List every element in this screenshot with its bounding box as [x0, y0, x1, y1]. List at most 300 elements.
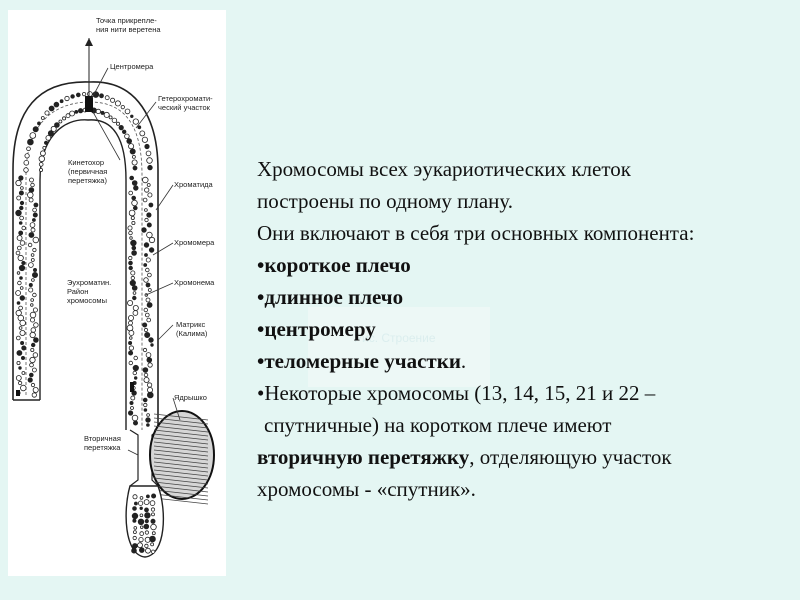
chromomere-bead: [125, 109, 130, 114]
chromomere-bead: [133, 305, 138, 310]
chromomere-bead: [144, 377, 149, 382]
bullet-long-arm: •длинное плечо: [257, 285, 404, 309]
chromomere-bead: [134, 186, 139, 191]
chromomere-bead: [18, 281, 22, 285]
chromomere-bead: [38, 122, 41, 125]
chromomere-beads: [16, 92, 155, 427]
chromomere-bead: [20, 330, 25, 335]
text-line-3: Они включают в себя три основных компонента:: [257, 221, 695, 245]
chromomere-bead: [145, 519, 148, 522]
chromomere-bead: [132, 286, 137, 291]
chromomere-bead: [145, 508, 149, 512]
chromomere-bead: [21, 341, 24, 344]
chromomere-bead: [142, 228, 147, 233]
chromomere-bead: [132, 196, 136, 200]
chromomere-bead: [33, 308, 37, 312]
chromomere-bead: [129, 341, 132, 344]
chromomere-bead: [19, 367, 22, 370]
label-secondary-constriction: Вторичная перетяжка: [84, 434, 121, 452]
chromomere-bead: [18, 381, 21, 384]
chromomere-bead: [34, 203, 38, 207]
chromomere-bead: [20, 216, 24, 220]
chromomere-bead: [147, 158, 153, 164]
chromomere-bead: [30, 318, 34, 322]
chromomere-bead: [144, 328, 147, 331]
label-centromere: Центромера: [110, 62, 154, 71]
chromomere-bead: [31, 228, 35, 232]
chromomere-bead: [17, 272, 20, 275]
chromomere-bead: [16, 180, 21, 185]
chromomere-bead: [147, 392, 153, 398]
chromomere-bead: [131, 115, 134, 118]
chromomere-bead: [115, 101, 120, 106]
chromomere-bead: [129, 361, 133, 365]
chromomere-bead: [16, 210, 22, 216]
chromomere-bead: [29, 198, 33, 202]
label-nucleolus: Ядрышко: [174, 393, 207, 402]
chromomere-bead: [101, 111, 104, 114]
chromomere-bead: [31, 183, 35, 187]
chromomere-bead: [129, 231, 133, 235]
chromomere-bead: [143, 398, 147, 402]
text-line-10-rest: , отделяющую участок: [469, 445, 672, 469]
chromomere-bead: [132, 155, 135, 158]
chromomere-bead: [148, 165, 153, 170]
chromomere-bead: [146, 298, 150, 302]
chromomere-bead: [29, 288, 33, 292]
text-line-8: •Некоторые хромосомы (13, 14, 15, 21 и 22 –: [257, 381, 656, 405]
chromomere-bead: [143, 323, 147, 327]
chromomere-bead: [128, 226, 132, 230]
chromomere-bead: [33, 248, 36, 251]
chromomere-bead: [147, 223, 151, 227]
chromomere-bead: [19, 191, 23, 195]
chromomere-bead: [30, 133, 36, 139]
chromomere-bead: [133, 544, 138, 549]
text-line-2: построены по одному плану.: [257, 189, 514, 213]
chromomere-bead: [31, 254, 34, 257]
chromosome-figure: [8, 10, 226, 576]
chromomere-bead: [144, 243, 149, 248]
chromomere-bead: [144, 500, 149, 505]
chromomere-bead: [32, 279, 35, 282]
chromomere-bead: [76, 93, 80, 97]
chromomere-bead: [121, 105, 124, 108]
faded-caption: Рис. Строение: [354, 331, 436, 345]
chromomere-bead: [78, 109, 82, 113]
chromomere-bead: [130, 237, 133, 240]
chromomere-bead: [146, 353, 151, 358]
bullet-short-arm: •короткое плечо: [257, 253, 411, 277]
chromomere-bead: [144, 308, 148, 312]
chromomere-bead: [55, 123, 60, 128]
chromomere-bead: [16, 291, 21, 296]
chromomere-bead: [132, 415, 138, 421]
chromomere-bead: [132, 246, 136, 250]
chromomere-bead: [60, 100, 63, 103]
chromomere-bead: [152, 532, 155, 535]
chromomere-bead: [133, 311, 138, 316]
chromomere-bead: [132, 200, 138, 206]
chromomere-bead: [146, 151, 151, 156]
chromomere-bead: [22, 226, 26, 230]
chromomere-bead: [21, 385, 27, 391]
chromomere-bead: [145, 144, 149, 148]
chromomere-bead: [19, 231, 23, 235]
chromomere-bead: [143, 348, 146, 351]
chromomere-bead: [149, 237, 154, 242]
chromomere-bead: [142, 137, 147, 142]
chromomere-bead: [140, 507, 143, 510]
label-chromonema: Хромонема: [174, 278, 215, 287]
chromomere-bead: [29, 233, 34, 238]
chromomere-bead: [116, 122, 119, 125]
chromomere-bead: [20, 277, 23, 280]
chromomere-bead: [31, 299, 34, 302]
chromomere-bead: [128, 315, 133, 320]
chromomere-bead: [151, 508, 154, 511]
chromomere-bead: [146, 418, 151, 423]
chromomere-bead: [151, 524, 157, 530]
chromomere-bead: [133, 495, 137, 499]
chromomere-bead: [32, 219, 35, 222]
chromomere-bead: [46, 136, 51, 141]
chromomere-bead: [17, 351, 22, 356]
chromomere-bead: [151, 543, 154, 546]
chromomere-bead: [145, 513, 151, 519]
chromomere-bead: [20, 287, 23, 290]
chromomere-bead: [145, 544, 148, 547]
chromomere-bead: [140, 497, 143, 500]
chromomere-bead: [31, 343, 35, 347]
chromomere-bead: [20, 320, 26, 326]
leader-lines: [92, 68, 180, 455]
chromomere-bead: [132, 221, 135, 224]
arm-mark-right: [130, 382, 134, 392]
chromomere-bead: [143, 198, 147, 202]
chromomere-bead: [39, 163, 43, 167]
chromomere-bead: [71, 95, 75, 99]
chromomere-bead: [34, 338, 39, 343]
chromomere-bead: [146, 495, 149, 498]
chromomere-bead: [134, 377, 137, 380]
chromomere-bead: [131, 216, 134, 219]
chromomere-bead: [59, 120, 62, 123]
chromomere-bead: [39, 156, 45, 162]
chromomere-bead: [143, 177, 149, 183]
chromomere-bead: [17, 236, 22, 241]
chromomere-bead: [133, 292, 136, 295]
chromomere-bead: [32, 272, 37, 277]
chromomere-bead: [146, 548, 151, 553]
label-heterochromatic-region: Гетерохромати- ческий участок: [158, 94, 213, 112]
chromomere-bead: [149, 203, 153, 207]
chromomere-bead: [147, 424, 150, 427]
chromomere-bead: [96, 109, 100, 113]
chromomere-bead: [32, 393, 36, 397]
chromomere-bead: [145, 531, 148, 534]
chromomere-bead: [112, 118, 117, 123]
chromomere-bead: [147, 318, 151, 322]
nucleolus-shape: [150, 411, 214, 499]
chromomere-bead: [33, 353, 38, 358]
chromomere-bead: [128, 411, 132, 415]
chromomere-bead: [129, 321, 133, 325]
chromomere-bead: [148, 193, 152, 197]
spindle-arrow: [85, 38, 93, 46]
chromomere-bead: [151, 344, 154, 347]
bullet-centromere: •центромеру: [257, 317, 376, 341]
chromomere-bead: [28, 139, 34, 145]
chromomere-bead: [54, 102, 59, 107]
chromomere-bead: [39, 168, 42, 171]
chromomere-bead: [129, 191, 133, 195]
chromomere-bead: [130, 176, 134, 180]
bullet-telomeres-tail: .: [460, 349, 467, 373]
chromomere-bead: [131, 240, 137, 246]
secondary-constriction-term: вторичную перетяжку: [257, 445, 470, 469]
chromomere-bead: [44, 141, 47, 144]
chromomere-bead: [27, 147, 31, 151]
chromomere-bead: [109, 116, 112, 119]
chromomere-bead: [147, 232, 153, 238]
text-line-1: Хромосомы всех эукариотических клеток: [257, 157, 631, 181]
chromomere-bead: [129, 346, 133, 350]
chromomere-bead: [146, 258, 150, 262]
centromere-mark: [85, 96, 93, 112]
chromomere-bead: [140, 526, 143, 529]
chromomere-bead: [146, 283, 150, 287]
chromomere-bead: [22, 261, 25, 264]
label-chromatid: Хроматида: [174, 180, 213, 189]
chromomere-bead: [18, 255, 23, 260]
chromomere-bead: [131, 407, 134, 410]
chromomere-bead: [29, 283, 32, 286]
chromomere-bead: [144, 403, 147, 406]
chromomere-bead: [149, 338, 154, 343]
chromomere-bead: [133, 296, 137, 300]
chromomere-bead: [145, 209, 148, 212]
chromomere-bead: [147, 383, 151, 387]
chromomere-bead: [146, 268, 150, 272]
chromomere-bead: [127, 139, 132, 144]
chromomere-bead: [33, 268, 36, 271]
chromomere-bead: [139, 548, 144, 553]
chromomere-bead: [75, 110, 78, 113]
chromomere-bead: [17, 246, 21, 250]
chromomere-bead: [31, 348, 34, 351]
chromomere-bead: [32, 368, 36, 372]
chromomere-bead: [145, 313, 149, 317]
chromomere-bead: [145, 188, 149, 192]
chromomere-bead: [24, 168, 29, 173]
chromomere-bead: [31, 259, 34, 262]
chromomere-bead: [144, 373, 148, 377]
chromomere-bead: [105, 96, 109, 100]
chromomere-bead: [20, 241, 25, 246]
chromomere-bead: [125, 134, 130, 139]
chromomere-bead: [31, 328, 36, 333]
chromomere-bead: [144, 409, 147, 412]
chromomere-bead: [138, 519, 144, 525]
chromomere-bead: [148, 289, 151, 292]
chromomere-bead: [82, 92, 85, 95]
chromomere-bead: [151, 550, 154, 553]
chromomere-bead: [131, 271, 135, 275]
chromomere-bead: [152, 494, 156, 498]
chromomere-bead: [19, 306, 23, 310]
label-euchromatin: Эухроматин. Район хромосомы: [67, 278, 112, 305]
chromomere-bead: [133, 365, 138, 370]
chromomere-bead: [150, 536, 156, 542]
chromomere-bead: [140, 514, 143, 517]
arm-mark-left: [16, 390, 20, 396]
chromomere-bead: [22, 372, 25, 375]
chromomere-bead: [138, 543, 143, 548]
chromomere-bead: [119, 125, 123, 129]
chromomere-bead: [19, 265, 24, 270]
chromomere-bead: [149, 248, 154, 253]
chromomere-bead: [19, 176, 23, 180]
chromomere-bead: [17, 302, 20, 305]
chromomere-bead: [19, 222, 22, 225]
chromomere-bead: [127, 325, 133, 331]
chromomere-bead: [17, 361, 20, 364]
chromomere-bead: [28, 192, 34, 198]
chromomere-bead: [49, 106, 54, 111]
chromomere-bead: [20, 296, 25, 301]
chromomere-bead: [147, 213, 151, 217]
chromomere-bead: [138, 126, 141, 129]
chromomere-bead: [132, 160, 137, 165]
chromomere-bead: [148, 363, 152, 367]
chromomere-bead: [30, 312, 36, 318]
chromomere-bead: [21, 187, 24, 190]
chromomere-bead: [43, 146, 46, 149]
label-spindle-attachment: Точка прикрепле- ния нити веретена: [96, 16, 161, 34]
chromomere-bead: [65, 96, 69, 100]
chromomere-bead: [17, 196, 21, 200]
chromomere-bead: [139, 537, 143, 541]
chromomere-bead: [144, 524, 149, 529]
chromomere-bead: [147, 358, 152, 363]
chromomere-bead: [28, 243, 32, 247]
chromomere-bead: [16, 376, 21, 381]
bullet-telomeres-line: [257, 345, 800, 377]
chromomere-bead: [30, 332, 35, 337]
chromomere-bead: [133, 166, 137, 170]
chromomere-bead: [150, 501, 155, 506]
chromomere-bead: [34, 323, 39, 328]
chromomere-bead: [111, 98, 115, 102]
chromomere-bead: [22, 346, 26, 350]
label-chromomere: Хромомера: [174, 238, 215, 247]
chromomere-bead: [132, 181, 137, 186]
chromomere-bead: [41, 117, 44, 120]
chromomere-bead: [130, 401, 133, 404]
slide-text: [257, 153, 800, 505]
chromomere-bead: [30, 357, 35, 362]
chromomere-bead: [128, 300, 133, 305]
chromomere-bead: [133, 371, 137, 375]
chromomere-bead: [88, 92, 93, 97]
chromomere-bead: [130, 149, 135, 154]
chromomere-bead: [147, 184, 150, 187]
chromomere-bead: [134, 356, 138, 360]
chromomere-bead: [144, 278, 149, 283]
chromomere-bead: [129, 144, 134, 149]
chromomere-bead: [122, 130, 126, 134]
chromomere-bead: [30, 363, 34, 367]
chromomere-bead: [31, 304, 34, 307]
chromomere-bead: [20, 201, 23, 204]
chromomere-bead: [19, 327, 22, 330]
chromomere-bead: [133, 507, 137, 511]
chromomere-bead: [133, 421, 137, 425]
chromomere-bead: [132, 251, 137, 256]
chromomere-bead: [138, 501, 142, 505]
chromomere-bead: [144, 264, 147, 267]
chromomere-bead: [129, 331, 134, 336]
bullet-telomeres: •теломерные участки: [257, 349, 461, 373]
chromomere-bead: [70, 111, 75, 116]
chromomere-bead: [16, 251, 20, 255]
chromomere-bead: [16, 336, 20, 340]
chromomere-bead: [140, 131, 145, 136]
chromomere-bead: [45, 111, 49, 115]
chromomere-bead: [140, 532, 144, 536]
chromomere-bead: [143, 368, 148, 373]
chromomere-bead: [20, 206, 24, 210]
chromomere-bead: [145, 218, 148, 221]
chromomere-bead: [100, 94, 104, 98]
chromomere-bead: [29, 263, 34, 268]
chromomere-bead: [132, 548, 137, 553]
chromomere-bead: [29, 373, 33, 377]
chromomere-bead: [133, 519, 136, 522]
text-line-9: спутничные) на коротком плече имеют: [264, 413, 612, 437]
chromomere-bead: [24, 160, 29, 165]
chromomere-bead: [129, 351, 133, 355]
chromomere-bead: [133, 206, 137, 210]
chromomere-bead: [147, 414, 150, 417]
chromomere-bead: [29, 188, 34, 193]
chromomere-bead: [129, 261, 133, 265]
chromomere-bead: [145, 332, 150, 337]
chromomere-bead: [28, 378, 32, 382]
chromomere-bead: [33, 213, 37, 217]
label-matrix: Матрикс (Калима): [176, 320, 208, 338]
chromomere-bead: [31, 383, 34, 386]
chromomere-bead: [30, 178, 34, 182]
chromomere-bead: [145, 254, 148, 257]
chromomere-bead: [25, 154, 29, 158]
chromomere-bead: [33, 208, 37, 212]
chromomere-bead: [33, 293, 37, 297]
chromomere-bead: [134, 502, 137, 505]
chromomere-bead: [151, 519, 155, 523]
chromomere-bead: [130, 280, 135, 285]
chromomere-bead: [131, 276, 134, 279]
chromomere-bead: [40, 151, 45, 156]
chromomere-bead: [33, 237, 39, 243]
chromomere-bead: [129, 266, 133, 270]
text-line-11: хромосомы - «спутник».: [257, 477, 476, 501]
chromomere-bead: [33, 387, 38, 392]
label-kinetochore: Кинетохор (первичная перетяжка): [68, 158, 108, 185]
chromomere-bead: [130, 337, 133, 340]
text-line-10: [257, 441, 800, 473]
